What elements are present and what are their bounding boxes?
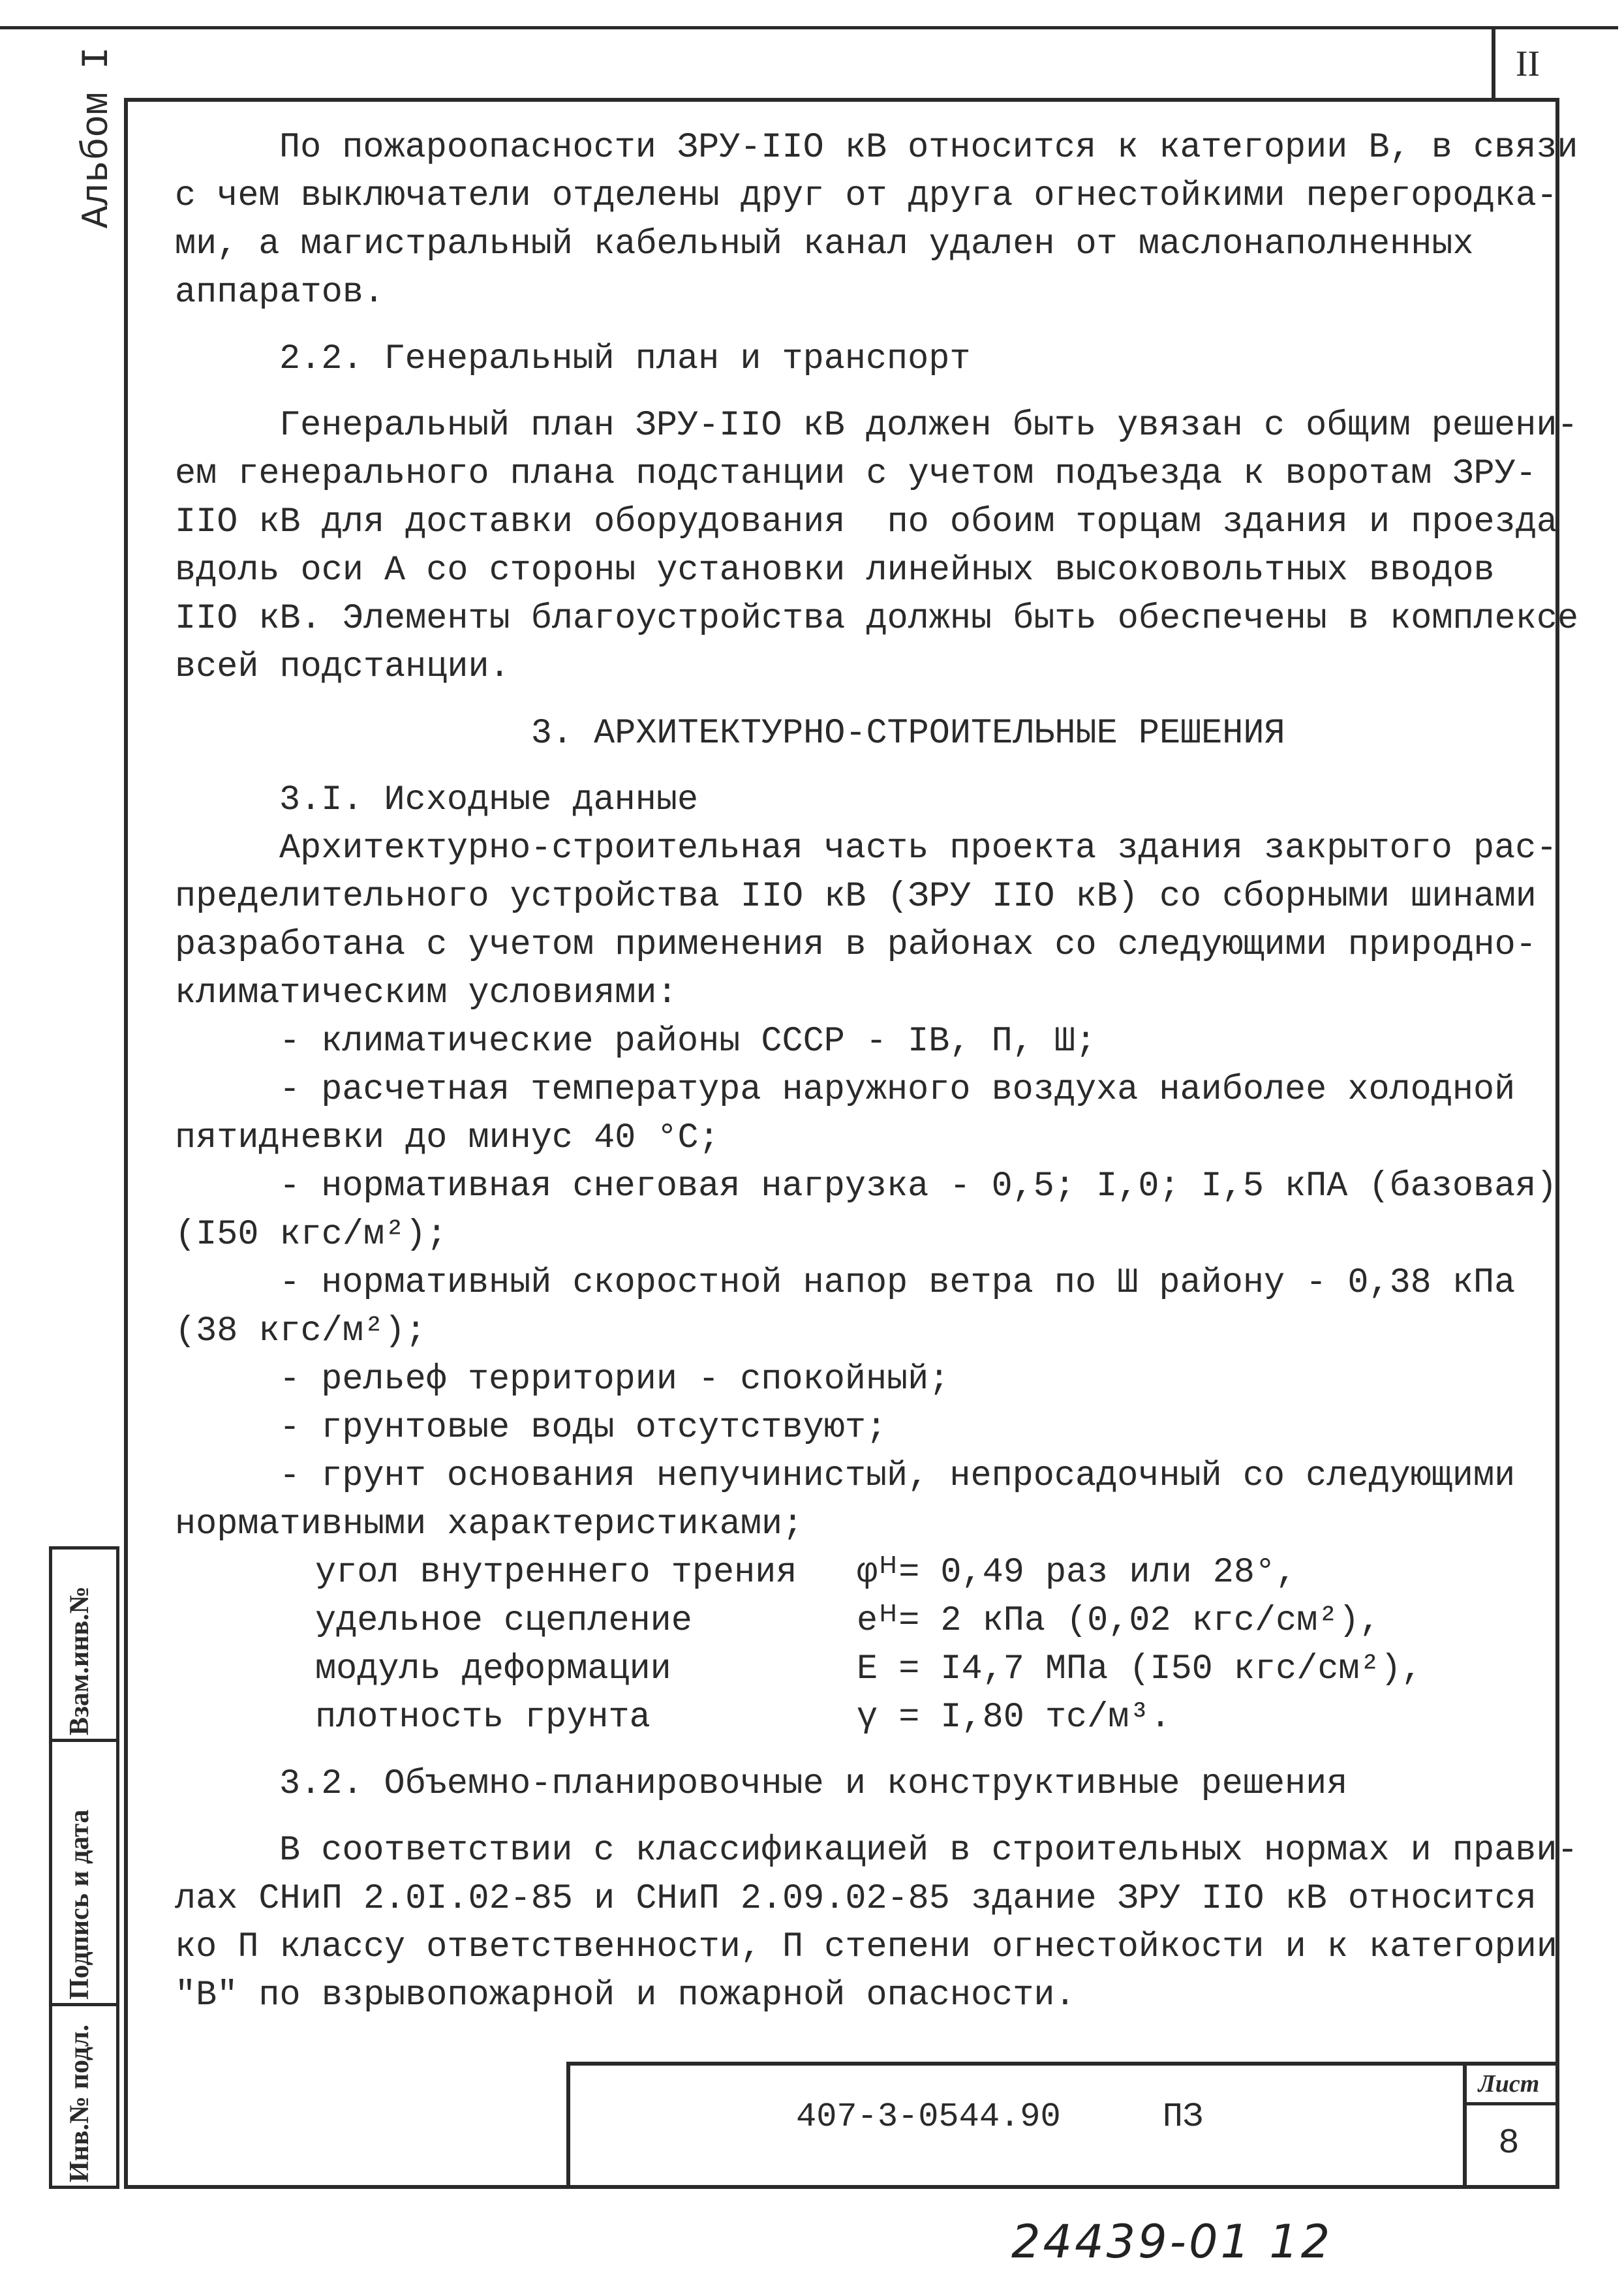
album-label: Альбом I [76,46,119,228]
text-line: IIО кВ. Элементы благоустройства должны быть обеспечены в комплексе [175,599,1579,639]
document-code: 407-3-0544.90 ПЗ [796,2098,1204,2136]
text-line: 2.2. Генеральный план и транспорт [279,339,971,379]
text-line: с чем выключатели отделены друг от друга огнестойкими перегородка- [175,176,1557,216]
soil-param-row [315,1694,1519,1742]
stamp-top-line [568,2062,1559,2066]
text-line: климатическим условиями: [175,973,678,1013]
sidebar-inv-exchange: Взам.инв.№ [49,1546,119,1742]
paragraphs-section-1 [175,124,1579,1549]
sidebar-inv-original: Инв.№ подл. [49,2003,119,2189]
text-line: нормативными характеристиками; [175,1505,804,1544]
text-line: - нормативная снеговая нагрузка - 0,5; I,0; I,5 кПА (базовая) [279,1167,1557,1206]
text-line: "В" по взрывопожарной и пожарной опасности. [175,1976,1076,2015]
sidebar-signature-date: Подпись и дата [49,1739,119,2006]
text-line: ем генерального плана подстанции с учетом подъезда к воротам ЗРУ- [175,454,1537,494]
page-corner-number: II [1492,26,1560,101]
stamp-left-line [566,2062,570,2189]
text-line: По пожароопасности ЗРУ-IIО кВ относится к категории В, в связи [279,128,1578,168]
text-line: 3. АРХИТЕКТУРНО-СТРОИТЕЛЬНЫЕ РЕШЕНИЯ [175,714,1285,754]
soil-param-label: удельное сцепление [315,1601,692,1641]
sheet-number: 8 [1498,2123,1520,2163]
stamp-sheet-hline [1463,2102,1559,2105]
text-line: (I50 кгс/м²); [175,1215,448,1255]
soil-param-label: модуль деформации [315,1649,671,1689]
text-line: 3.I. Исходные данные [279,780,699,820]
soil-param-row [315,1597,1519,1645]
soil-parameters [315,1549,1519,1742]
soil-param-value: Е = I4,7 МПа (I50 кгс/см²), [857,1649,1422,1689]
handwritten-note: 24439-01 12 [1011,2215,1333,2269]
text-line: Генеральный план ЗРУ-IIО кВ должен быть увязан с общим решени- [279,406,1578,446]
sheet-label: Лист [1478,2070,1540,2098]
soil-param-value: φᴴ= 0,49 раз или 28°, [857,1553,1297,1593]
text-line: - нормативный скоростной напор ветра по Ш району - 0,38 кПа [279,1263,1516,1303]
text-line: - грунтовые воды отсутствуют; [279,1408,887,1448]
text-line: 3.2. Объемно-планировочные и конструктивные решения [279,1764,1348,1804]
text-line: вдоль оси А со стороны установки линейных высоковольтных вводов [175,551,1495,590]
text-line: всей подстанции. [175,647,510,687]
stamp-sheet-divider [1463,2062,1467,2189]
text-line: пятидневки до минус 40 °С; [175,1118,720,1158]
text-line: ко П классу ответственности, П степени огнестойкости и к категории [175,1927,1557,1967]
text-line: - рельеф территории - спокойный; [279,1360,950,1399]
text-line: - климатические районы СССР - IВ, П, Ш; [279,1022,1097,1062]
soil-param-value: γ = I,80 тс/м³. [857,1698,1171,1737]
soil-param-row [315,1549,1519,1597]
text-line: разработана с учетом применения в районах со следующими природно- [175,925,1537,965]
top-rule [0,26,1618,29]
soil-param-value: еᴴ= 2 кПа (0,02 кгс/см²), [857,1601,1381,1641]
text-line: лах СНиП 2.0I.02-85 и СНиП 2.09.02-85 здание ЗРУ IIО кВ относится [175,1879,1537,1919]
text-line: (38 кгс/м²); [175,1311,427,1351]
text-line: IIО кВ для доставки оборудования по обоим торцам здания и проезда [175,502,1557,542]
text-line: - расчетная температура наружного воздуха наиболее холодной [279,1070,1516,1110]
text-line: ми, а магистральный кабельный канал удален от маслонаполненных [175,224,1474,264]
text-line: аппаратов. [175,273,385,313]
soil-param-row [315,1645,1519,1694]
text-line: - грунт основания непучинистый, непросадочный со следующими [279,1456,1516,1496]
text-line: В соответствии с классификацией в строительных нормах и прави- [279,1831,1578,1871]
soil-param-label: плотность грунта [315,1698,651,1737]
text-line: Архитектурно-строительная часть проекта здания закрытого рас- [279,829,1557,868]
paragraphs-section-2 [175,1760,1578,2020]
text-line: пределительного устройства IIО кВ (ЗРУ IIО кВ) со сборными шинами [175,877,1537,917]
document-body [175,124,1579,2020]
soil-param-label: угол внутреннего трения [315,1553,797,1593]
